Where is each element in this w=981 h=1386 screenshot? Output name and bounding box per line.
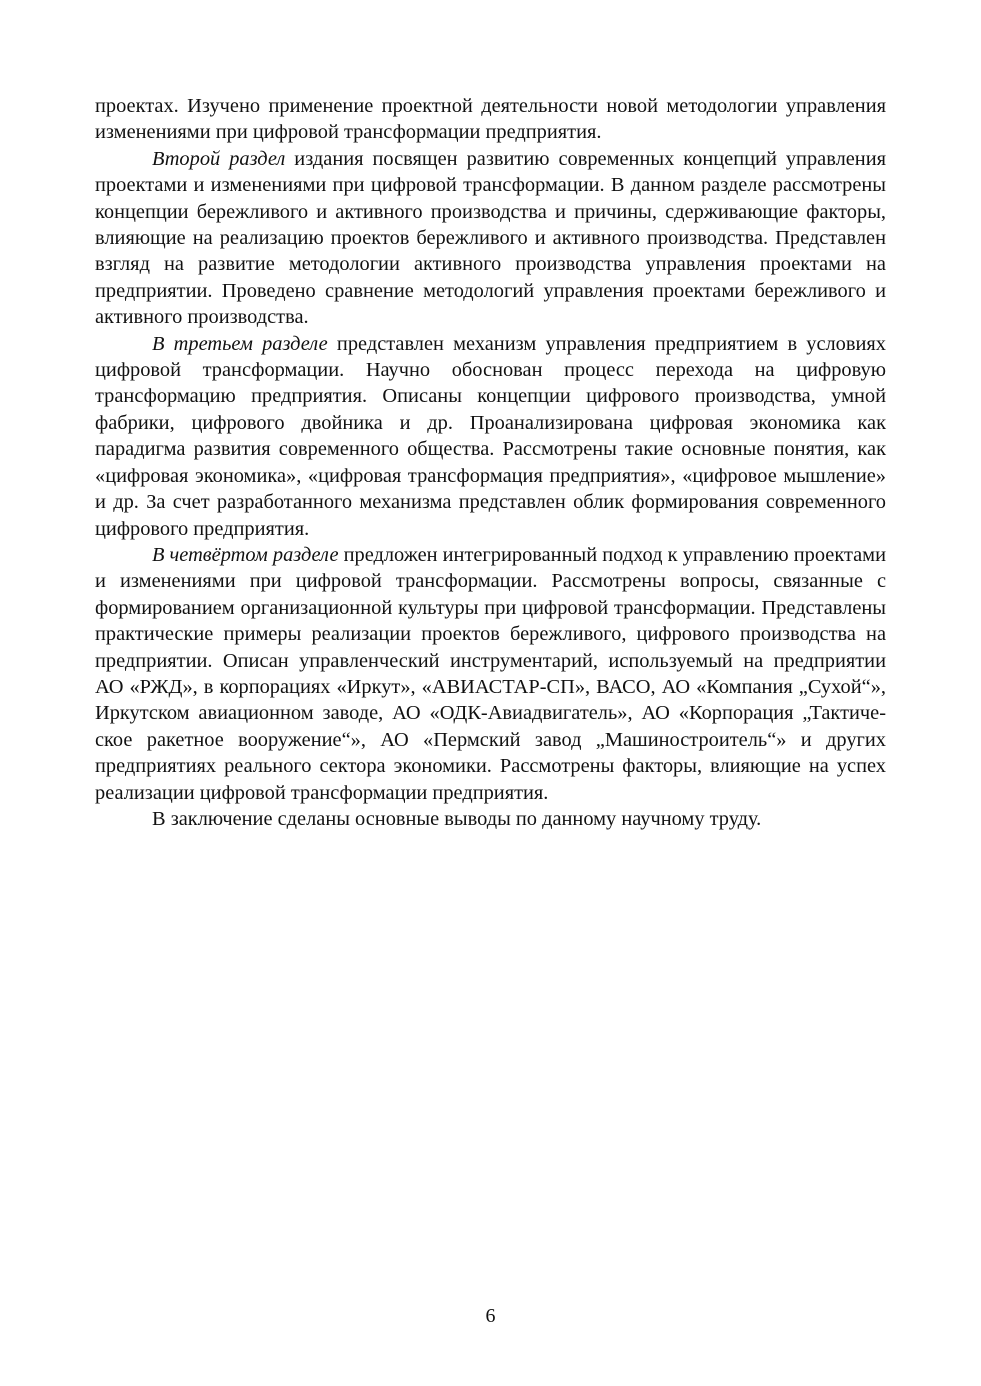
document-body [95, 93, 886, 832]
paragraph-text: представлен механизм управления предприятием в условиях цифровой трансформации. Научно обоснован процесс перехода на цифровую трансформацию предприятия. Описаны концепции цифрового производства, умной фабрики, цифрового двойника и др. Проанализирована цифровая экономика как парадигма развития современного общества. Рассмотрены такие основные понятия, как «цифровая экономика», «цифровая трансформация предприятия», «цифровое мышление» и др. За счет разработанного механизма представлен облик формирования современного цифрового предприятия. [95, 332, 886, 540]
section-lead-italic: Второй раздел [152, 147, 286, 170]
section-lead-italic: В четвёртом разделе [152, 543, 339, 566]
paragraph-text: издания посвящен развитию современных концепций управления проектами и изменениями при цифровой трансформации. В данном разделе рассмотрены концепции бережливого и активного производства и причины, сдерживающие факторы, влияющие на реализацию проектов бережливого и активного производства. Представлен взгляд на развитие методологии активного производства управления проектами на предприятии. Проведено сравнение методологий управления проектами бережливого и активного производства. [95, 147, 886, 329]
paragraph-intro-continuation [95, 93, 886, 146]
paragraph-section-three [95, 331, 886, 542]
paragraph-section-two [95, 146, 886, 331]
page-number: 6 [485, 1305, 496, 1327]
paragraph-text: предложен интегрированный подход к управлению проектами и изменениями при цифровой трансформации. Рассмотрены вопросы, связанные с формированием организационной культуры при цифровой трансформации. Представлены практические примеры реализации проектов бережливого, цифрового производства на предприятии. Описан управленческий инструментарий, используемый на предприятии АО «РЖД», в корпорациях «Иркут», «АВИАСТАР-СП», ВАСО, АО «Компания „Сухой“», Иркутском авиационном заводе, АО «ОДК-Авиадвигатель», АО «Корпорация „Тактическое ракетное вооружение“», АО «Пермский завод „Машиностроитель“» и других предприятиях реального сектора экономики. Рассмотрены факторы, влияющие на успех реализации цифровой трансформации предприятия. [95, 543, 886, 804]
section-lead-italic: В третьем разделе [152, 332, 328, 355]
paragraph-conclusion [95, 806, 886, 832]
paragraph-text: проектах. Изучено применение проектной деятельности новой методологии управления изменениями при цифровой трансформации предприятия. [95, 95, 886, 144]
paragraph-text: В заключение сделаны основные выводы по данному научному труду. [152, 807, 762, 830]
paragraph-section-four [95, 542, 886, 806]
